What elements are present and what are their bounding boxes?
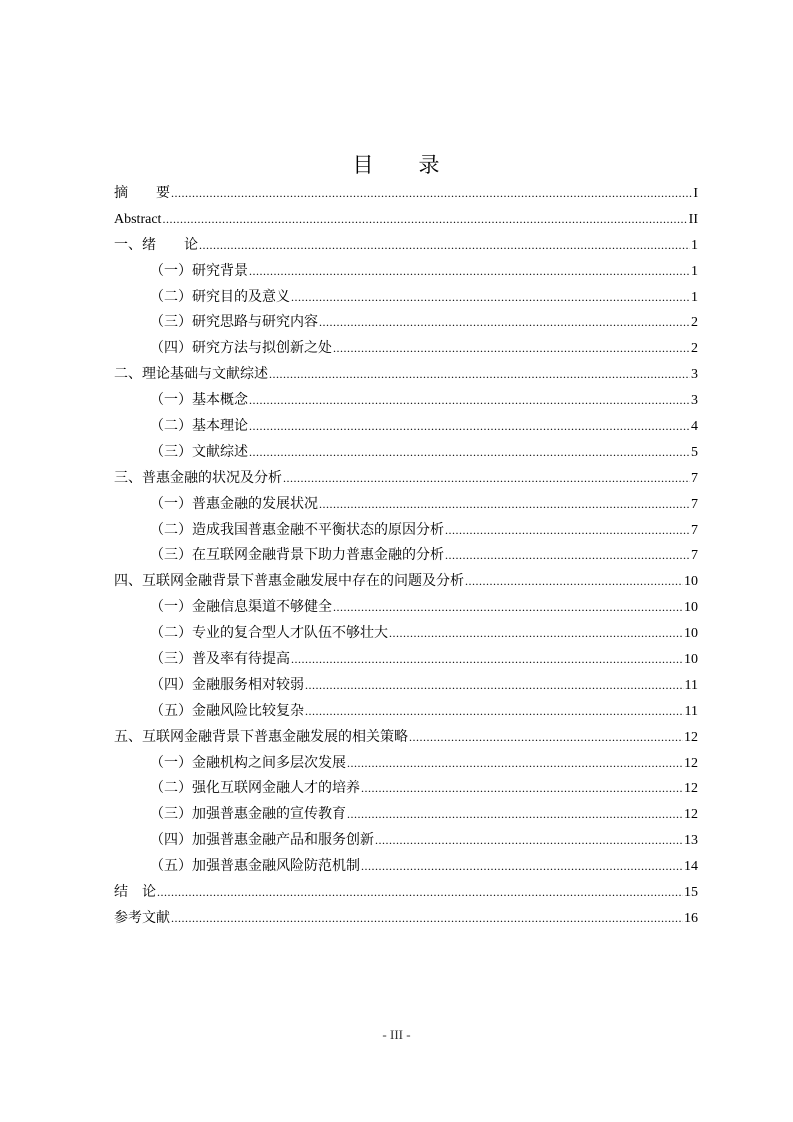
toc-title: 目 录 bbox=[352, 153, 441, 177]
toc-entry-page-number: I bbox=[693, 186, 698, 201]
toc-entry[interactable] bbox=[114, 207, 698, 233]
toc-entry[interactable] bbox=[114, 673, 698, 699]
toc-entry[interactable] bbox=[114, 725, 698, 751]
toc-entry-page-number: 12 bbox=[684, 807, 698, 823]
toc-dot-leader bbox=[389, 621, 683, 647]
toc-entry[interactable] bbox=[114, 647, 698, 673]
toc-entry[interactable] bbox=[114, 285, 698, 311]
toc-entry[interactable] bbox=[114, 492, 698, 518]
toc-dot-leader bbox=[249, 259, 690, 285]
toc-entry-label: （三）加强普惠金融的宣传教育 bbox=[150, 807, 346, 823]
toc-dot-leader bbox=[157, 880, 683, 906]
toc-entry-page-number: 11 bbox=[684, 677, 698, 693]
toc-entry[interactable] bbox=[114, 310, 698, 336]
toc-entry-label: （四）加强普惠金融产品和服务创新 bbox=[150, 833, 374, 849]
toc-entry[interactable] bbox=[114, 181, 698, 207]
toc-dot-leader bbox=[171, 906, 683, 932]
toc-entry[interactable] bbox=[114, 362, 698, 388]
toc-entry-label: （四）金融服务相对较弱 bbox=[150, 677, 304, 693]
toc-entry-page-number: 11 bbox=[684, 703, 698, 719]
toc-entry-label: （三）研究思路与研究内容 bbox=[150, 315, 318, 331]
toc-entry-page-number: 3 bbox=[691, 393, 698, 409]
toc-entry-page-number: 10 bbox=[684, 652, 698, 668]
toc-dot-leader bbox=[361, 776, 683, 802]
toc-entry[interactable] bbox=[114, 880, 698, 906]
toc-dot-leader bbox=[445, 543, 690, 569]
toc-dot-leader bbox=[305, 699, 684, 725]
toc-entry-label: 参考文献 bbox=[114, 910, 170, 926]
toc-entry-label: （四）研究方法与拟创新之处 bbox=[150, 341, 332, 357]
toc-entry-label: 五、互联网金融背景下普惠金融发展的相关策略 bbox=[114, 729, 408, 745]
toc-dot-leader bbox=[347, 802, 683, 828]
toc-entry-label: （三）文献综述 bbox=[150, 444, 248, 460]
toc-entry[interactable] bbox=[114, 233, 698, 259]
toc-dot-leader bbox=[249, 440, 690, 466]
toc-entry-label: （一）研究背景 bbox=[150, 263, 248, 279]
toc-entry[interactable] bbox=[114, 828, 698, 854]
toc-entry[interactable] bbox=[114, 569, 698, 595]
toc-entry-page-number: 7 bbox=[691, 470, 698, 486]
toc-entry-page-number: 13 bbox=[684, 833, 698, 849]
toc-entry-page-number: 2 bbox=[691, 341, 698, 357]
toc-entry-page-number: 7 bbox=[691, 496, 698, 512]
toc-entry-page-number: 7 bbox=[691, 548, 698, 564]
toc-entry-label: （二）造成我国普惠金融不平衡状态的原因分析 bbox=[150, 522, 444, 538]
toc-entry-page-number: 7 bbox=[691, 522, 698, 538]
toc-dot-leader bbox=[409, 725, 683, 751]
toc-entry[interactable] bbox=[114, 595, 698, 621]
toc-entry[interactable] bbox=[114, 259, 698, 285]
toc-dot-leader bbox=[305, 673, 684, 699]
toc-entry[interactable] bbox=[114, 854, 698, 880]
toc-entry-page-number: 10 bbox=[684, 574, 698, 590]
toc-dot-leader bbox=[249, 388, 690, 414]
toc-entry-label: （二）专业的复合型人才队伍不够壮大 bbox=[150, 626, 388, 642]
toc-entry-page-number: 12 bbox=[684, 729, 698, 745]
toc-entry-label: 三、普惠金融的状况及分析 bbox=[114, 470, 282, 486]
toc-entry-page-number: 16 bbox=[684, 910, 698, 926]
toc-entry[interactable] bbox=[114, 699, 698, 725]
toc-dot-leader bbox=[375, 828, 683, 854]
page-number-footer: - III - bbox=[382, 1027, 411, 1042]
toc-entry-label: （二）研究目的及意义 bbox=[150, 289, 290, 305]
toc-entry-page-number: 12 bbox=[684, 755, 698, 771]
toc-entry-label: （一）普惠金融的发展状况 bbox=[150, 496, 318, 512]
table-of-contents bbox=[114, 181, 698, 932]
toc-entry-label: （一）金融信息渠道不够健全 bbox=[150, 600, 332, 616]
toc-dot-leader bbox=[199, 233, 690, 259]
toc-entry-page-number: 4 bbox=[691, 419, 698, 435]
toc-entry-page-number: II bbox=[688, 211, 698, 227]
toc-entry-label: （五）加强普惠金融风险防范机制 bbox=[150, 859, 360, 875]
toc-entry[interactable] bbox=[114, 466, 698, 492]
toc-entry[interactable] bbox=[114, 543, 698, 569]
toc-entry[interactable] bbox=[114, 336, 698, 362]
toc-entry-label: （二）强化互联网金融人才的培养 bbox=[150, 781, 360, 797]
toc-dot-leader bbox=[162, 207, 687, 233]
toc-dot-leader bbox=[319, 492, 690, 518]
toc-dot-leader bbox=[291, 285, 690, 311]
toc-entry-label: Abstract bbox=[114, 211, 162, 227]
toc-dot-leader bbox=[283, 466, 690, 492]
toc-dot-leader bbox=[319, 310, 690, 336]
toc-entry-page-number: 10 bbox=[684, 600, 698, 616]
toc-entry-page-number: 2 bbox=[691, 315, 698, 331]
toc-dot-leader bbox=[249, 414, 690, 440]
toc-dot-leader bbox=[347, 751, 683, 777]
toc-entry[interactable] bbox=[114, 802, 698, 828]
toc-entry-label: 一、绪 论 bbox=[114, 237, 198, 253]
toc-entry-label: （二）基本理论 bbox=[150, 419, 248, 435]
toc-entry-page-number: 3 bbox=[691, 367, 698, 383]
toc-entry[interactable] bbox=[114, 621, 698, 647]
toc-dot-leader bbox=[465, 569, 683, 595]
toc-entry-label: 二、理论基础与文献综述 bbox=[114, 367, 268, 383]
toc-dot-leader bbox=[361, 854, 683, 880]
toc-entry[interactable] bbox=[114, 751, 698, 777]
toc-entry-page-number: 1 bbox=[691, 289, 698, 305]
toc-entry[interactable] bbox=[114, 518, 698, 544]
toc-entry[interactable] bbox=[114, 440, 698, 466]
toc-entry-label: 四、互联网金融背景下普惠金融发展中存在的问题及分析 bbox=[114, 574, 464, 590]
toc-entry-label: （三）在互联网金融背景下助力普惠金融的分析 bbox=[150, 548, 444, 564]
toc-entry-label: （一）基本概念 bbox=[150, 393, 248, 409]
toc-entry[interactable] bbox=[114, 906, 698, 932]
toc-entry[interactable] bbox=[114, 776, 698, 802]
toc-dot-leader bbox=[333, 595, 683, 621]
toc-entry-page-number: 15 bbox=[684, 885, 698, 901]
toc-entry-label: 摘 要 bbox=[114, 186, 170, 201]
toc-entry-page-number: 12 bbox=[684, 781, 698, 797]
toc-entry-page-number: 1 bbox=[691, 263, 698, 279]
toc-dot-leader bbox=[445, 518, 690, 544]
toc-entry-page-number: 14 bbox=[684, 859, 698, 875]
toc-dot-leader bbox=[333, 336, 690, 362]
toc-entry-page-number: 5 bbox=[691, 444, 698, 460]
toc-entry-label: （五）金融风险比较复杂 bbox=[150, 703, 304, 719]
toc-dot-leader bbox=[171, 181, 692, 207]
toc-entry-page-number: 10 bbox=[684, 626, 698, 642]
toc-entry-label: （一）金融机构之间多层次发展 bbox=[150, 755, 346, 771]
toc-entry-page-number: 1 bbox=[691, 237, 698, 253]
toc-entry-label: 结 论 bbox=[114, 885, 156, 901]
toc-dot-leader bbox=[291, 647, 683, 673]
toc-dot-leader bbox=[269, 362, 690, 388]
toc-entry[interactable] bbox=[114, 388, 698, 414]
toc-entry[interactable] bbox=[114, 414, 698, 440]
toc-entry-label: （三）普及率有待提高 bbox=[150, 652, 290, 668]
